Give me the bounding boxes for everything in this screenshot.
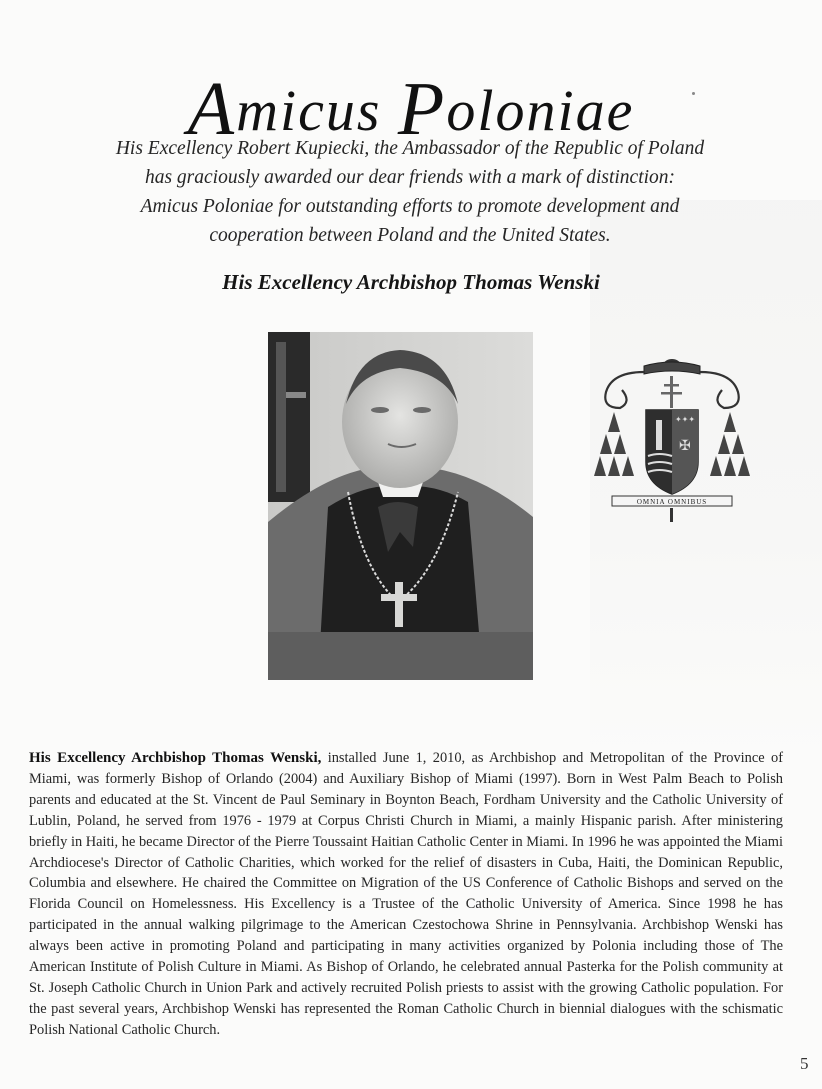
intro-line: cooperation between Poland and the United States.: [209, 225, 611, 246]
svg-text:✠: ✠: [679, 438, 691, 454]
title-word-1: micus: [236, 78, 398, 143]
motto-text: OMNIA OMNIBUS: [636, 498, 708, 506]
title-word-2: oloniae: [446, 78, 635, 143]
portrait-photo: [268, 332, 533, 680]
intro-line: Amicus Poloniae for outstanding efforts to promote development and: [140, 196, 680, 217]
biography-paragraph: [29, 748, 783, 1041]
coat-of-arms-icon: [592, 352, 752, 524]
page-number: 5: [800, 1054, 809, 1073]
intro-paragraph: [100, 134, 720, 250]
bio-text: installed June 1, 2010, as Archbishop and Metropolitan of the Province of Miami, was formerly Bishop of Orlando (2004) and Auxiliary Bishop of Miami (1997). Born in West Palm Beach to Polish parents and educated at the St. Vincent de Paul Seminary in Boynton Beach, Fordham University and the Catholic University of Lublin, Poland, he served from 1976 - 1979 at Corpus Christi Church in Miami, a mainly Hispanic parish. After ministering briefly in Haiti, he became Director of the Pierre Toussaint Haitian Catholic Center in Miami. In 1996 he was appointed the Miami Archdiocese's Director of Catholic Charities, which worked for the relief of disasters in Cuba, Haiti, the Dominican Republic, Columbia and elsewhere. He chaired the Committee on Migration of the US Conference of Catholic Bishops and served on the Florida Council on Homelessness. His Excellency is a Trustee of the Catholic University of America. Since 1998 he has participated in the annual walking pilgrimage to the American Czestochowa Shrine in Pennsylvania. Archbishop Wenski has always been active in promoting Poland and participating in many activities organized by Polonia including those of The American Institute of Polish Culture in Miami. As Bishop of Orlando, he celebrated annual Pasterka for the Polish community at St. Joseph Catholic Church in Union Park and actively recruited Polish priests to assist with the growing Catholic population. For the past several years, Archbishop Wenski has represented the Roman Catholic Church in biennial dialogues with the schismatic Polish National Catholic Church.: [29, 750, 783, 1038]
title-initial-a: A: [187, 67, 237, 151]
svg-text:✦✦✦: ✦✦✦: [674, 415, 696, 424]
intro-line: His Excellency Robert Kupiecki, the Ambassador of the Republic of Poland: [115, 138, 705, 159]
title-initial-p: P: [397, 67, 447, 151]
coat-of-arms: [592, 352, 752, 524]
bio-lead: His Excellency Archbishop Thomas Wenski,: [29, 750, 322, 766]
portrait-illustration: [268, 332, 533, 680]
intro-line: has graciously awarded our dear friends with a mark of distinction:: [144, 167, 676, 188]
honoree-heading: His Excellency Archbishop Thomas Wenski: [222, 270, 600, 294]
